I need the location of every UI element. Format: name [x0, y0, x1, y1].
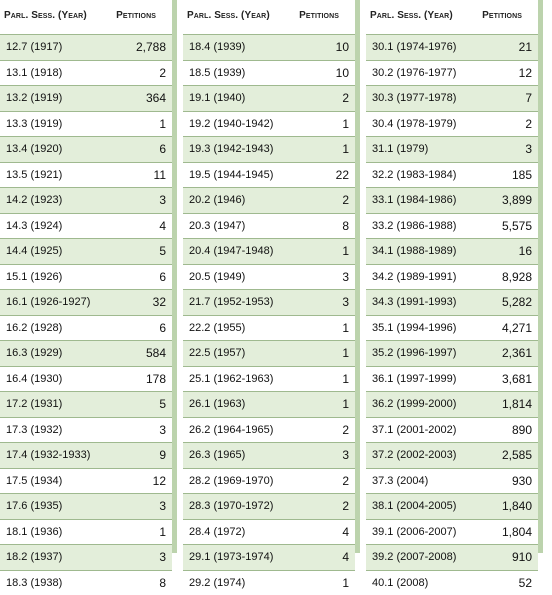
session-cell: 14.4 (1925) [6, 245, 62, 257]
petitions-cell: 9 [159, 448, 166, 462]
table-row [183, 111, 355, 137]
table-row [183, 493, 355, 519]
table-row [366, 289, 538, 315]
table-row [0, 213, 172, 239]
petitions-header: Petitions [116, 10, 156, 21]
petitions-cell: 3,681 [502, 372, 532, 386]
session-cell: 20.2 (1946) [189, 194, 245, 206]
petitions-cell: 1 [342, 397, 349, 411]
session-cell: 36.2 (1999-2000) [372, 398, 456, 410]
session-cell: 15.1 (1926) [6, 271, 62, 283]
session-cell: 18.4 (1939) [189, 41, 245, 53]
table-row [183, 570, 355, 595]
table-row [0, 85, 172, 111]
petitions-cell: 3 [342, 295, 349, 309]
session-cell: 13.4 (1920) [6, 143, 62, 155]
session-cell: 34.3 (1991-1993) [372, 296, 456, 308]
table-row [0, 34, 172, 60]
session-cell: 14.2 (1923) [6, 194, 62, 206]
table-row [0, 570, 172, 595]
petitions-cell: 3 [159, 423, 166, 437]
table-row [366, 111, 538, 137]
table-row [183, 213, 355, 239]
session-cell: 33.1 (1984-1986) [372, 194, 456, 206]
petitions-cell: 1 [342, 244, 349, 258]
table-row [366, 238, 538, 264]
petitions-cell: 1,840 [502, 499, 532, 513]
table-row [366, 34, 538, 60]
petitions-cell: 2 [342, 423, 349, 437]
session-cell: 30.1 (1974-1976) [372, 41, 456, 53]
petitions-cell: 8 [159, 576, 166, 590]
table-row [183, 264, 355, 290]
table-row [183, 162, 355, 188]
session-cell: 36.1 (1997-1999) [372, 373, 456, 385]
table-row [0, 340, 172, 366]
session-cell: 14.3 (1924) [6, 220, 62, 232]
petitions-cell: 3 [159, 193, 166, 207]
table-row [183, 366, 355, 392]
petitions-cell: 6 [159, 270, 166, 284]
table-row [0, 442, 172, 468]
table-row [183, 85, 355, 111]
petitions-cell: 1 [342, 346, 349, 360]
session-cell: 26.1 (1963) [189, 398, 245, 410]
table-row [183, 187, 355, 213]
petitions-cell: 3 [159, 550, 166, 564]
table-row [183, 34, 355, 60]
session-cell: 37.1 (2001-2002) [372, 424, 456, 436]
petitions-cell: 2,585 [502, 448, 532, 462]
petitions-cell: 1 [342, 372, 349, 386]
petitions-cell: 3 [159, 499, 166, 513]
petitions-cell: 3,899 [502, 193, 532, 207]
table-row [0, 366, 172, 392]
session-cell: 22.2 (1955) [189, 322, 245, 334]
table-row [183, 289, 355, 315]
petitions-cell: 178 [146, 372, 166, 386]
petitions-cell: 1 [342, 321, 349, 335]
petitions-cell: 8,928 [502, 270, 532, 284]
table-row [0, 264, 172, 290]
petitions-cell: 1 [342, 117, 349, 131]
session-cell: 19.5 (1944-1945) [189, 169, 273, 181]
table-row [0, 391, 172, 417]
table-row [183, 315, 355, 341]
session-cell: 20.4 (1947-1948) [189, 245, 273, 257]
session-cell: 30.4 (1978-1979) [372, 118, 456, 130]
petitions-cell: 10 [336, 40, 349, 54]
session-cell: 12.7 (1917) [6, 41, 62, 53]
petitions-cell: 1,804 [502, 525, 532, 539]
session-cell: 32.2 (1983-1984) [372, 169, 456, 181]
petitions-cell: 2,361 [502, 346, 532, 360]
petitions-cell: 10 [336, 66, 349, 80]
petitions-cell: 8 [342, 219, 349, 233]
petitions-header: Petitions [299, 10, 339, 21]
session-cell: 18.5 (1939) [189, 67, 245, 79]
petitions-cell: 2 [342, 474, 349, 488]
table-row [0, 468, 172, 494]
table-row [0, 315, 172, 341]
table-row [366, 85, 538, 111]
session-cell: 28.4 (1972) [189, 526, 245, 538]
session-cell: 18.2 (1937) [6, 551, 62, 563]
session-cell: 40.1 (2008) [372, 577, 428, 589]
session-cell: 13.3 (1919) [6, 118, 62, 130]
session-cell: 39.2 (2007-2008) [372, 551, 456, 563]
petitions-cell: 4 [159, 219, 166, 233]
petitions-cell: 2,788 [136, 40, 166, 54]
table-row [366, 570, 538, 595]
petitions-cell: 185 [512, 168, 532, 182]
column-header [0, 0, 172, 34]
table-row [183, 442, 355, 468]
table-row [366, 442, 538, 468]
table-row [366, 340, 538, 366]
session-cell: 22.5 (1957) [189, 347, 245, 359]
table-row [183, 136, 355, 162]
petitions-cell: 5,282 [502, 295, 532, 309]
table-row [366, 391, 538, 417]
session-cell: 16.1 (1926-1927) [6, 296, 90, 308]
session-cell: 17.5 (1934) [6, 475, 62, 487]
petitions-cell: 2 [342, 91, 349, 105]
table-row [0, 544, 172, 570]
table-row [0, 187, 172, 213]
petitions-cell: 7 [525, 91, 532, 105]
table-row [183, 391, 355, 417]
petitions-cell: 1 [159, 117, 166, 131]
petitions-cell: 2 [159, 66, 166, 80]
table-row [0, 111, 172, 137]
session-cell: 16.2 (1928) [6, 322, 62, 334]
session-cell: 35.2 (1996-1997) [372, 347, 456, 359]
petitions-cell: 2 [525, 117, 532, 131]
session-cell: 17.6 (1935) [6, 500, 62, 512]
petitions-cell: 2 [342, 499, 349, 513]
session-cell: 17.3 (1932) [6, 424, 62, 436]
session-cell: 26.3 (1965) [189, 449, 245, 461]
table-column-1 [0, 0, 177, 553]
petitions-cell: 52 [519, 576, 532, 590]
table-row [0, 493, 172, 519]
petitions-cell: 22 [336, 168, 349, 182]
table-row [366, 544, 538, 570]
session-cell: 38.1 (2004-2005) [372, 500, 456, 512]
petitions-cell: 584 [146, 346, 166, 360]
session-cell: 37.2 (2002-2003) [372, 449, 456, 461]
session-cell: 29.1 (1973-1974) [189, 551, 273, 563]
session-cell: 29.2 (1974) [189, 577, 245, 589]
session-cell: 13.2 (1919) [6, 92, 62, 104]
petitions-cell: 32 [153, 295, 166, 309]
petitions-cell: 1,814 [502, 397, 532, 411]
session-cell: 13.1 (1918) [6, 67, 62, 79]
petitions-cell: 890 [512, 423, 532, 437]
table-row [366, 136, 538, 162]
session-cell: 25.1 (1962-1963) [189, 373, 273, 385]
session-cell: 19.2 (1940-1942) [189, 118, 273, 130]
session-cell: 35.1 (1994-1996) [372, 322, 456, 334]
session-header: Parl. Sess. (Year) [187, 10, 270, 21]
session-cell: 30.3 (1977-1978) [372, 92, 456, 104]
table-row [366, 187, 538, 213]
column-header [183, 0, 355, 34]
petitions-cell: 6 [159, 142, 166, 156]
petitions-cell: 930 [512, 474, 532, 488]
petitions-cell: 4,271 [502, 321, 532, 335]
table-row [183, 238, 355, 264]
table-row [366, 162, 538, 188]
table-row [183, 60, 355, 86]
petitions-cell: 3 [342, 448, 349, 462]
petitions-cell: 21 [519, 40, 532, 54]
session-cell: 20.3 (1947) [189, 220, 245, 232]
table-row [366, 264, 538, 290]
petitions-cell: 12 [519, 66, 532, 80]
session-cell: 13.5 (1921) [6, 169, 62, 181]
table-row [183, 417, 355, 443]
petitions-cell: 1 [342, 576, 349, 590]
petitions-cell: 364 [146, 91, 166, 105]
table-row [366, 213, 538, 239]
table-row [366, 493, 538, 519]
session-cell: 39.1 (2006-2007) [372, 526, 456, 538]
petitions-cell: 16 [519, 244, 532, 258]
session-cell: 16.4 (1930) [6, 373, 62, 385]
table-row [366, 366, 538, 392]
petitions-cell: 6 [159, 321, 166, 335]
session-cell: 19.3 (1942-1943) [189, 143, 273, 155]
petitions-cell: 5,575 [502, 219, 532, 233]
table-row [0, 60, 172, 86]
table-column-3 [366, 0, 543, 553]
session-cell: 34.1 (1988-1989) [372, 245, 456, 257]
petitions-cell: 11 [154, 168, 166, 182]
table-row [183, 468, 355, 494]
table-row [366, 519, 538, 545]
table-row [0, 136, 172, 162]
table-row [0, 417, 172, 443]
petitions-cell: 3 [525, 142, 532, 156]
petitions-cell: 4 [342, 525, 349, 539]
table-row [183, 544, 355, 570]
table-row [366, 60, 538, 86]
session-cell: 28.3 (1970-1972) [189, 500, 273, 512]
session-cell: 19.1 (1940) [189, 92, 245, 104]
session-cell: 17.4 (1932-1933) [6, 449, 90, 461]
session-cell: 18.1 (1936) [6, 526, 62, 538]
table-row [183, 519, 355, 545]
column-header [366, 0, 538, 34]
table-row [366, 468, 538, 494]
table-row [366, 417, 538, 443]
petitions-cell: 12 [153, 474, 166, 488]
petitions-cell: 2 [342, 193, 349, 207]
session-cell: 30.2 (1976-1977) [372, 67, 456, 79]
table-row [183, 340, 355, 366]
session-cell: 33.2 (1986-1988) [372, 220, 456, 232]
petitions-cell: 3 [342, 270, 349, 284]
session-header: Parl. Sess. (Year) [4, 10, 87, 21]
session-cell: 17.2 (1931) [6, 398, 62, 410]
session-cell: 37.3 (2004) [372, 475, 428, 487]
session-cell: 31.1 (1979) [372, 143, 428, 155]
session-cell: 20.5 (1949) [189, 271, 245, 283]
petitions-cell: 5 [159, 397, 166, 411]
table-row [0, 162, 172, 188]
session-cell: 26.2 (1964-1965) [189, 424, 273, 436]
table-row [0, 289, 172, 315]
petitions-cell: 5 [159, 244, 166, 258]
petitions-cell: 4 [342, 550, 349, 564]
petitions-cell: 910 [512, 550, 532, 564]
session-cell: 16.3 (1929) [6, 347, 62, 359]
table-row [366, 315, 538, 341]
petitions-header: Petitions [482, 10, 522, 21]
table-column-2 [183, 0, 360, 553]
petitions-cell: 1 [342, 142, 349, 156]
session-cell: 18.3 (1938) [6, 577, 62, 589]
session-cell: 21.7 (1952-1953) [189, 296, 273, 308]
session-cell: 34.2 (1989-1991) [372, 271, 456, 283]
table-row [0, 238, 172, 264]
petitions-cell: 1 [159, 525, 166, 539]
table-row [0, 519, 172, 545]
session-cell: 28.2 (1969-1970) [189, 475, 273, 487]
session-header: Parl. Sess. (Year) [370, 10, 453, 21]
